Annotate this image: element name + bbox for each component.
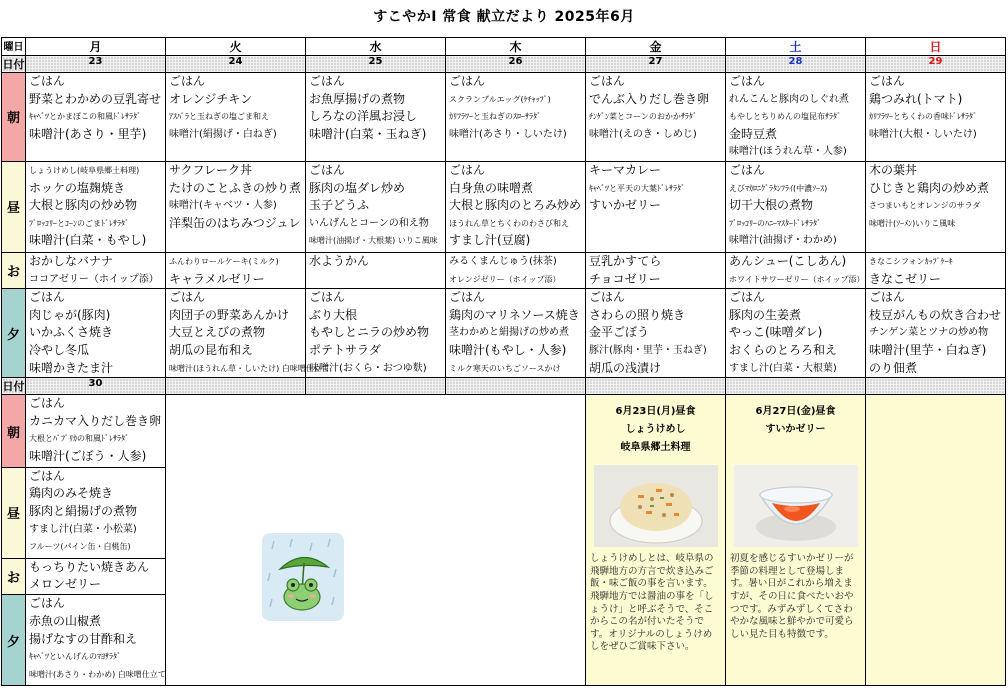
menu-item: 味噌汁(もやし・人参) bbox=[449, 342, 567, 357]
feature-heading-line: 6月23日(月)昼食 bbox=[615, 406, 696, 418]
feature-card-1 bbox=[726, 395, 866, 686]
menu-item: 豆乳かすてら bbox=[589, 253, 662, 268]
menu-cell bbox=[166, 289, 330, 378]
menu-item: お魚厚揚げの煮物 bbox=[309, 91, 406, 106]
menu-item: キーマカレー bbox=[589, 162, 662, 177]
menu-item: ココアゼリー（ホイップ添） bbox=[29, 273, 159, 285]
menu-cell bbox=[866, 161, 1006, 252]
menu-item: 切干大根の煮物 bbox=[729, 198, 814, 213]
weekday-1: 火 bbox=[166, 38, 306, 56]
menu-item: 赤魚の山椒煮 bbox=[29, 614, 102, 629]
menu-cell bbox=[726, 252, 866, 288]
empty-sunday-cell bbox=[866, 395, 1006, 686]
menu-item: 味噌汁(ほうれん草・しいたけ) 白味噌仕立て bbox=[169, 363, 330, 373]
menu-cell bbox=[26, 467, 166, 558]
feature-heading-line: 岐阜県郷土料理 bbox=[620, 442, 691, 454]
menu-item: もやしとちりめんの塩昆布ｻﾗﾀﾞ bbox=[729, 112, 841, 122]
menu-item: ｷｬﾍﾞﾂと平天の大葉ﾄﾞﾚｻﾗﾀﾞ bbox=[589, 183, 685, 193]
menu-item: 味噌汁(絹揚げ・白ねぎ) bbox=[169, 128, 277, 140]
menu-item: ﾁﾝｹﾞﾝ菜とコーンのおかかｻﾗﾀﾞ bbox=[589, 112, 697, 122]
menu-cell bbox=[306, 252, 446, 288]
meal-row-dinner bbox=[2, 289, 1006, 378]
menu-item: 大豆とえびの煮物 bbox=[169, 325, 266, 340]
meal-row-snack bbox=[2, 252, 1006, 288]
menu-item: ごはん bbox=[729, 290, 766, 305]
feature-heading bbox=[586, 395, 725, 457]
menu-cell bbox=[866, 252, 1006, 288]
date-cell-empty bbox=[166, 378, 306, 395]
menu-item: ｱｽﾊﾟﾗと玉ねぎの塩ごま和え bbox=[169, 112, 269, 122]
weekday-2: 水 bbox=[306, 38, 446, 56]
menu-item: 豚肉の塩ダレ炒め bbox=[309, 180, 406, 195]
menu-item: 大根とﾊﾟﾌﾟﾘｶの和風ﾄﾞﾚｻﾗﾀﾞ bbox=[29, 434, 129, 444]
meal-label-lunch: 昼 bbox=[2, 161, 26, 252]
menu-item: ごはん bbox=[449, 74, 486, 88]
menu-item: ごはん bbox=[869, 74, 906, 88]
menu-item: 鶏肉のみそ焼き bbox=[29, 486, 114, 501]
menu-item: 金平ごぼう bbox=[589, 325, 650, 340]
menu-item: いかふくさ焼き bbox=[29, 325, 114, 340]
menu-item: 味噌汁(油揚げ・わかめ) bbox=[729, 235, 837, 247]
menu-cell bbox=[166, 252, 306, 288]
menu-item: 肉じゃが(豚肉) bbox=[29, 307, 111, 322]
menu-item: たけのことふきの炒り煮 bbox=[169, 180, 302, 195]
menu-cell bbox=[26, 252, 166, 288]
menu-item: ポテトサラダ bbox=[309, 342, 381, 357]
menu-cell bbox=[446, 161, 586, 252]
menu-item: ごはん bbox=[29, 468, 66, 483]
menu-item: でんぶ入りだし巻き卵 bbox=[589, 91, 710, 106]
menu-item: 水ようかん bbox=[309, 253, 370, 268]
menu-item: 冷やし冬瓜 bbox=[29, 342, 90, 357]
menu-item: ごはん bbox=[869, 290, 906, 305]
date-cell-empty bbox=[866, 378, 1006, 395]
menu-cell bbox=[306, 161, 446, 252]
menu-item: 味噌汁(里芋・白ねぎ) bbox=[869, 342, 987, 357]
meal-label-dinner: 夕 bbox=[2, 289, 26, 378]
menu-item: 茎わかめと絹揚げの炒め煮 bbox=[449, 327, 569, 339]
menu-item: ｷｬﾍﾞﾂといんげんのﾏﾖｻﾗﾀﾞ bbox=[29, 652, 121, 662]
menu-item: さわらの照り焼き bbox=[589, 307, 686, 322]
menu-item: のり佃煮 bbox=[869, 360, 918, 375]
menu-item: ホワイトサワーゼリー（ホイップ添） bbox=[729, 274, 865, 284]
menu-item: ぶり大根 bbox=[309, 307, 358, 322]
menu-item: ごはん bbox=[29, 290, 66, 305]
menu-item: ごはん bbox=[169, 74, 206, 88]
menu-item: ごはん bbox=[29, 74, 66, 88]
menu-item: 木の葉丼 bbox=[869, 162, 918, 177]
menu-item: ごはん bbox=[309, 290, 346, 305]
menu-item: フルーツ(パイン缶・白桃缶) bbox=[29, 542, 131, 552]
meal-label-breakfast: 朝 bbox=[2, 73, 26, 162]
menu-item: 味噌汁(ｿｰﾒﾝ)いりこ風味 bbox=[869, 218, 956, 228]
weekday-header-row bbox=[2, 38, 1006, 56]
date-cell: 29 bbox=[866, 56, 1006, 73]
date-cell-empty bbox=[306, 378, 446, 395]
menu-cell bbox=[306, 289, 446, 378]
menu-item: さつまいもとオレンジのサラダ bbox=[869, 201, 981, 211]
weekday-6: 日 bbox=[866, 38, 1006, 56]
menu-item: ごはん bbox=[589, 74, 626, 88]
meal-label-lunch: 昼 bbox=[2, 467, 26, 558]
menu-item: みるくまんじゅう(抹茶) bbox=[449, 255, 557, 267]
menu-item: 鶏つみれ(トマト) bbox=[869, 91, 963, 106]
menu-cell bbox=[26, 161, 166, 252]
menu-item: オレンジゼリー（ホイップ添） bbox=[449, 274, 561, 284]
menu-item: ごはん bbox=[29, 596, 66, 611]
menu-item: ｶﾘﾌﾗﾜｰとちくわの香味ﾄﾞﾚｻﾗﾀﾞ bbox=[869, 112, 977, 122]
menu-item: 大根と豚肉の炒め物 bbox=[29, 198, 138, 213]
menu-item: オレンジチキン bbox=[169, 91, 253, 106]
menu-item: すまし汁(豆腐) bbox=[449, 233, 531, 248]
menu-cell bbox=[726, 161, 866, 252]
menu-item: 味噌汁(えのき・しめじ) bbox=[589, 128, 697, 140]
date-row-week2 bbox=[2, 378, 1006, 395]
menu-item: すいかゼリー bbox=[589, 198, 662, 213]
menu-cell bbox=[26, 595, 166, 686]
date-cell: 25 bbox=[306, 56, 446, 73]
menu-cell bbox=[586, 161, 726, 252]
menu-item: 白身魚の味噌煮 bbox=[449, 180, 534, 195]
menu-item: ごはん bbox=[729, 74, 766, 88]
menu-cell bbox=[586, 73, 726, 162]
menu-item: しろなの洋風お浸し bbox=[309, 109, 418, 124]
menu-item: 豚肉の生姜煮 bbox=[729, 307, 802, 322]
date-cell-empty bbox=[726, 378, 866, 395]
date-cell: 26 bbox=[446, 56, 586, 73]
meal-row-week2-breakfast bbox=[2, 395, 1006, 468]
menu-item: 胡瓜の昆布和え bbox=[169, 342, 254, 357]
menu-item: 金時豆煮 bbox=[729, 126, 778, 141]
date-cell: 30 bbox=[26, 378, 166, 395]
menu-item: ごはん bbox=[449, 162, 486, 177]
menu-item: スクランブルエッグ(ｹﾁｬｯﾌﾟ) bbox=[449, 94, 551, 104]
menu-item: れんこんと豚肉のしぐれ煮 bbox=[729, 93, 849, 105]
menu-item: 豚汁(豚肉・里芋・玉ねぎ) bbox=[589, 344, 707, 356]
menu-cell bbox=[586, 289, 726, 378]
menu-item: きなこゼリー bbox=[869, 271, 942, 286]
menu-item: えびﾏｶﾛﾆｸﾞﾗﾀﾝﾌﾗｲ(中濃ｿｰｽ) bbox=[729, 183, 828, 193]
menu-cell bbox=[446, 289, 586, 378]
blank-area bbox=[166, 395, 586, 686]
feature-heading bbox=[726, 395, 865, 439]
menu-cell bbox=[866, 289, 1006, 378]
feature-card-0 bbox=[586, 395, 726, 686]
menu-item: やっこ(味噌ダレ) bbox=[729, 325, 823, 340]
meal-label-snack: お bbox=[2, 252, 26, 288]
menu-cell bbox=[26, 395, 166, 468]
weekday-label: 曜日 bbox=[2, 38, 26, 56]
menu-item: すまし汁(白菜・小松菜) bbox=[29, 523, 137, 535]
menu-item: チンゲン菜とツナの炒め物 bbox=[869, 327, 989, 339]
menu-item: ごはん bbox=[449, 290, 486, 305]
menu-item: 味噌汁(白菜・もやし) bbox=[29, 233, 147, 248]
menu-item: 玉子どうふ bbox=[309, 198, 370, 213]
feature-heading-line: 6月27日(金)昼食 bbox=[755, 406, 836, 418]
menu-item: 味噌汁(ごぼう・人参) bbox=[29, 448, 147, 463]
menu-item: 胡瓜の浅漬け bbox=[589, 360, 662, 375]
date-cell: 28 bbox=[726, 56, 866, 73]
menu-item: ｶﾘﾌﾗﾜｰと玉ねぎのｽﾛｰｻﾗﾀﾞ bbox=[449, 112, 541, 122]
menu-item: 味噌汁(キャベツ・人参) bbox=[169, 200, 277, 212]
menu-item: きなこシフォンｶｯﾌﾟｹｰｷ bbox=[869, 256, 953, 266]
watermelon-jelly-photo bbox=[734, 465, 858, 547]
menu-item: ほうれん草とちくわのわさび和え bbox=[449, 218, 569, 228]
menu-item: 枝豆がんもの炊き合わせ bbox=[869, 307, 1002, 322]
date-label: 日付 bbox=[2, 378, 26, 395]
meal-label-breakfast: 朝 bbox=[2, 395, 26, 468]
menu-item: 肉団子の野菜あんかけ bbox=[169, 307, 290, 322]
menu-item: 味噌汁(あさり・わかめ) 白味噌仕立て bbox=[29, 669, 166, 679]
menu-item: ﾌﾞﾛｯｺﾘｰのﾊﾆｰﾏｽﾀｰﾄﾞﾚｻﾗﾀﾞ bbox=[729, 218, 821, 228]
menu-item: 味噌汁(あさり・里芋) bbox=[29, 126, 147, 141]
meal-label-snack: お bbox=[2, 558, 26, 595]
menu-item: もやしとニラの炒め物 bbox=[309, 325, 430, 340]
menu-cell bbox=[166, 73, 306, 162]
menu-cell bbox=[446, 73, 586, 162]
meal-row-breakfast bbox=[2, 73, 1006, 162]
menu-item: ごはん bbox=[589, 290, 626, 305]
date-cell-empty bbox=[586, 378, 726, 395]
menu-cell bbox=[726, 73, 866, 162]
feature-description: 初夏を感じるすいかゼリーが季節の料理として登場します。暑い日がこれから増えますが、その日に食べたいおやつです。みずみずしくてさわやかな風味と鮮やかで可愛らしい見た目も特徴です。 bbox=[730, 553, 854, 640]
menu-item: あんシュー(こしあん) bbox=[729, 253, 847, 268]
menu-cell bbox=[26, 73, 166, 162]
menu-item: ごはん bbox=[309, 74, 346, 88]
menu-item: 大根と豚肉のとろみ炒め bbox=[449, 198, 582, 213]
menu-item: チョコゼリー bbox=[589, 271, 661, 286]
menu-item: 豚肉と絹揚げの煮物 bbox=[29, 504, 138, 519]
menu-item: 味噌汁(白菜・玉ねぎ) bbox=[309, 126, 427, 141]
menu-item: ｷｬﾍﾞﾂとかまぼこの和風ﾄﾞﾚｻﾗﾀﾞ bbox=[29, 112, 141, 122]
menu-item: ホッケの塩麹焼き bbox=[29, 180, 126, 195]
menu-item: キャラメルゼリー bbox=[169, 271, 265, 286]
menu-cell bbox=[26, 558, 166, 595]
menu-item: 洋梨缶のはちみつジュレ bbox=[169, 215, 301, 230]
meal-row-lunch bbox=[2, 161, 1006, 252]
menu-item: カニカマ入りだし巻き卵 bbox=[29, 413, 162, 428]
date-cell-empty bbox=[446, 378, 586, 395]
menu-calendar-table bbox=[1, 37, 1006, 686]
date-cell: 27 bbox=[586, 56, 726, 73]
shoukemeshi-photo bbox=[594, 465, 718, 547]
menu-item: ごはん bbox=[309, 162, 346, 177]
menu-item: 味噌汁(おくら・おつゆ麩) bbox=[309, 362, 427, 374]
menu-cell bbox=[586, 252, 726, 288]
menu-item: いんげんとコーンの和え物 bbox=[309, 217, 429, 229]
menu-item: メロンゼリー bbox=[29, 577, 102, 592]
menu-item: ひじきと鶏肉の炒め煮 bbox=[869, 180, 990, 195]
feature-description: しょうけめしとは、岐阜県の飛騨地方の方言で炊き込みご飯・味ご飯の事を言います。飛騨地方では醤油の事を「しょうけ」と呼ぶそうで、そこからこの名が付いたそうです。オリジナルのしょうけめしをぜひご賞味下さい。 bbox=[590, 553, 714, 653]
date-cell: 24 bbox=[166, 56, 306, 73]
menu-cell bbox=[866, 73, 1006, 162]
date-cell: 23 bbox=[26, 56, 166, 73]
menu-item: 味噌汁(油揚げ・大根葉) いりこ風味 bbox=[309, 236, 438, 246]
weekday-0: 月 bbox=[26, 38, 166, 56]
menu-item: おかしなバナナ bbox=[29, 253, 114, 268]
menu-item: 味噌汁(ほうれん草・人参) bbox=[729, 146, 847, 158]
page-title: すこやかⅠ 常食 献立だより 2025年6月 bbox=[373, 9, 635, 25]
menu-item: ごはん bbox=[29, 396, 66, 411]
menu-cell bbox=[166, 161, 306, 252]
menu-item: 野菜とわかめの豆乳寄せ bbox=[29, 91, 162, 106]
frog-rain-illustration bbox=[262, 533, 344, 621]
menu-item: ミルク寒天のいちごソースかけ bbox=[449, 363, 561, 373]
menu-item: ごはん bbox=[729, 162, 766, 177]
menu-item: 鶏肉のマリネソース焼き bbox=[449, 307, 580, 322]
menu-item: おくらのとろろ和え bbox=[729, 342, 838, 357]
feature-heading-line: しょうけめし bbox=[625, 424, 686, 436]
menu-item: 揚げなすの甘酢和え bbox=[29, 631, 138, 646]
menu-item: もっちりたい焼きあん bbox=[29, 559, 150, 574]
menu-item: ふんわりロールケーキ(ミルク) bbox=[169, 256, 279, 266]
menu-item: 味噌汁(大根・しいたけ) bbox=[869, 128, 977, 140]
menu-item: 味噌汁(あさり・しいたけ) bbox=[449, 128, 567, 140]
menu-cell bbox=[726, 289, 866, 378]
weekday-4: 金 bbox=[586, 38, 726, 56]
menu-cell bbox=[446, 252, 586, 288]
feature-heading-line: すいかゼリー bbox=[765, 424, 826, 436]
menu-item: ごはん bbox=[169, 290, 206, 305]
weekday-3: 木 bbox=[446, 38, 586, 56]
menu-item: しょうけめし(岐阜県郷土料理) bbox=[29, 165, 140, 175]
menu-cell bbox=[306, 73, 446, 162]
weekday-5: 土 bbox=[726, 38, 866, 56]
meal-label-dinner: 夕 bbox=[2, 595, 26, 686]
menu-item: サクフレーク丼 bbox=[169, 162, 253, 177]
date-label: 日付 bbox=[2, 56, 26, 73]
menu-item: ﾌﾞﾛｯｺﾘｰとｺｰﾝのごまﾄﾞﾚｻﾗﾀﾞ bbox=[29, 218, 129, 228]
menu-cell bbox=[26, 289, 166, 378]
date-row bbox=[2, 56, 1006, 73]
menu-item: 味噌かきたま汁 bbox=[29, 360, 114, 375]
menu-item: すまし汁(白菜・大根葉) bbox=[729, 362, 837, 374]
